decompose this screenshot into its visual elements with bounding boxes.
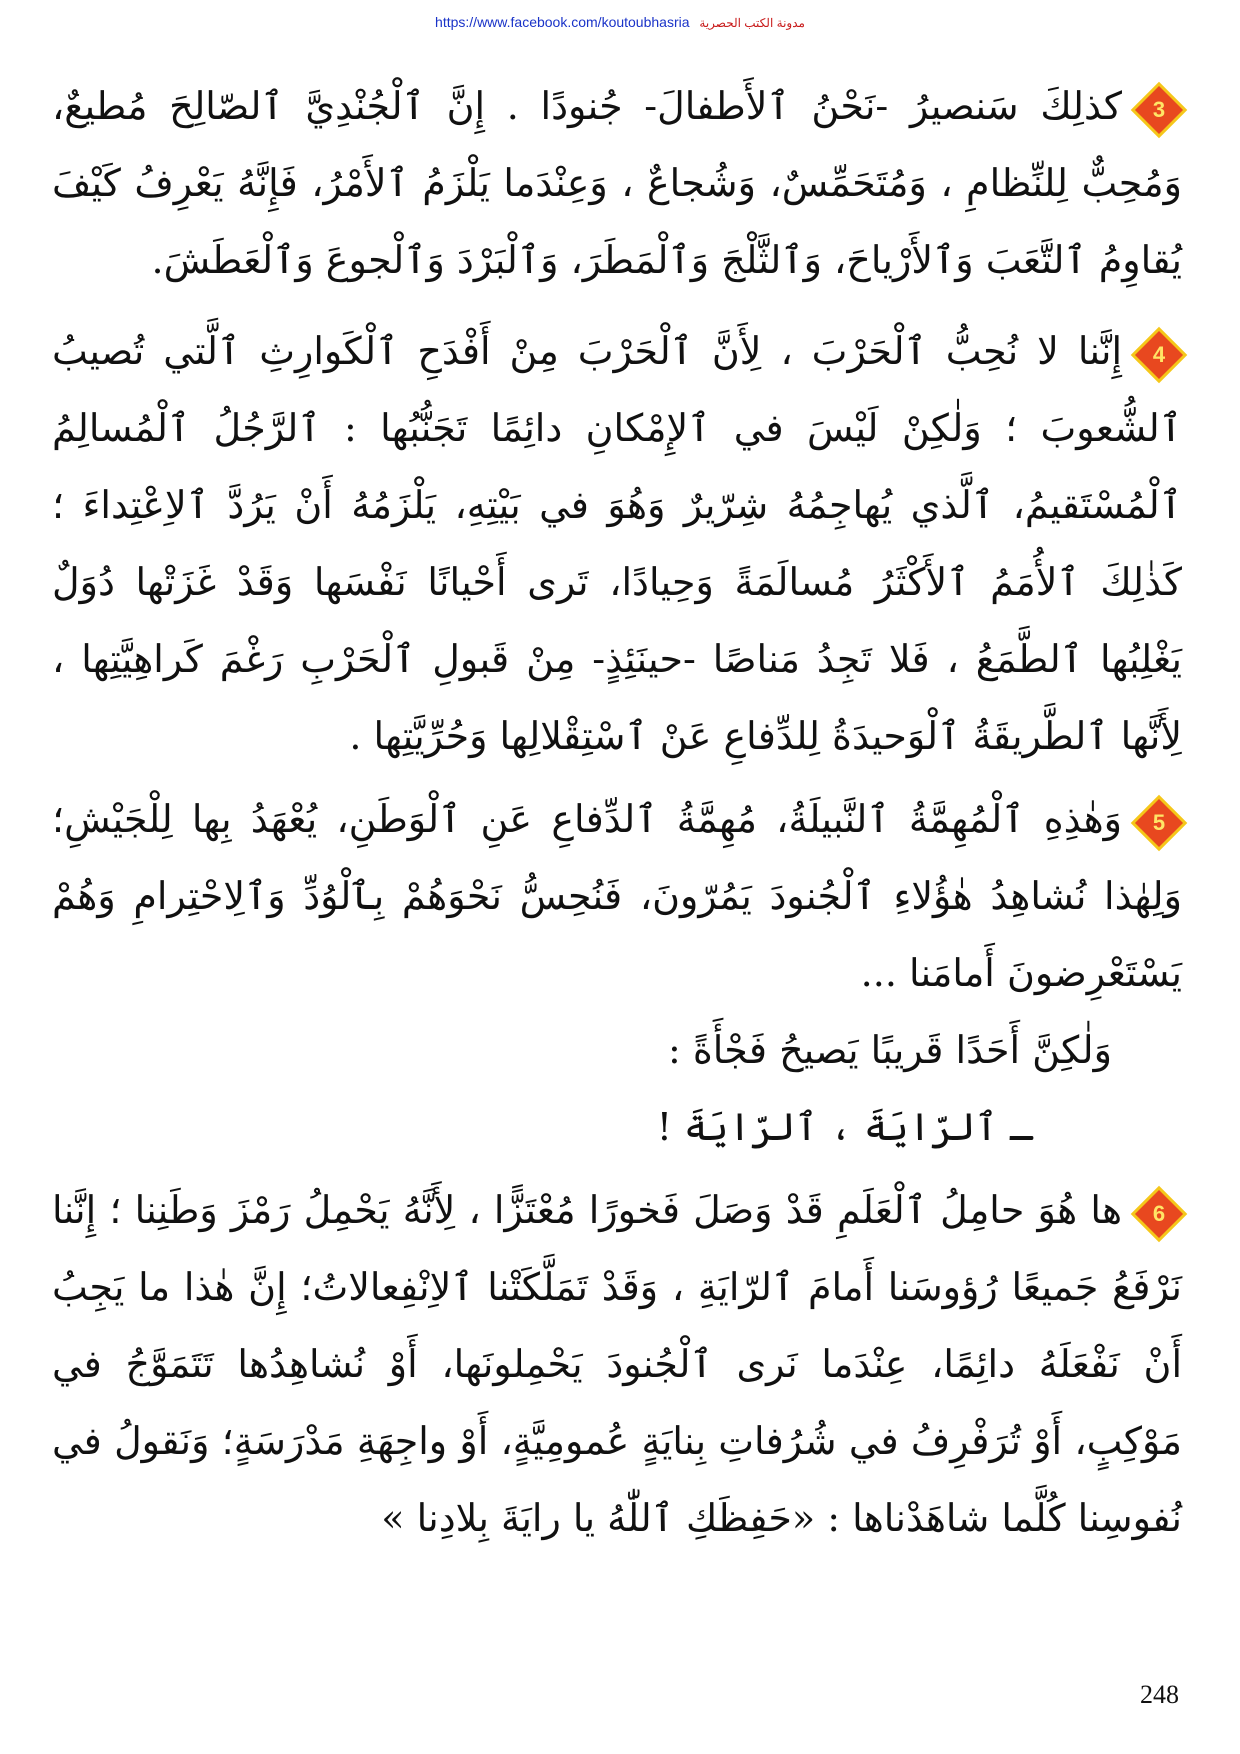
paragraph-4 bbox=[52, 313, 1182, 775]
paragraph-number: 3 bbox=[1152, 97, 1166, 122]
paragraph-6 bbox=[52, 1172, 1182, 1557]
paragraph-number: 6 bbox=[1152, 1201, 1166, 1226]
paragraph-number-badge bbox=[1136, 800, 1182, 846]
dialogue-line: وَلٰكِنَّ أَحَدًا قَريبًا يَصيحُ فَجْأَةً : bbox=[667, 1028, 1112, 1072]
paragraph-number-badge bbox=[1136, 332, 1182, 378]
paragraph-text: إِنَّنا لا نُحِبُّ ٱلْحَرْبَ ، لِأَنَّ ٱلْحَرْبَ مِنْ أَفْدَحِ ٱلْكَوارِثِ ٱلَّتي تُصيبُ ٱلشُّعوبَ ؛ وَلٰكِنْ لَيْسَ في ٱلإِمْكانِ دائِمًا تَجَنُّبُها : ٱلرَّجُلُ ٱلْمُسالِمُ ٱلْمُسْتَقيمُ، ٱلَّذي يُهاجِمُهُ شِرّيرٌ وَهُوَ في بَيْتِهِ، يَلْزَمُهُ أَنْ يَرُدَّ ٱلاِعْتِداءَ ؛ كَذٰلِكَ ٱلأُمَمُ ٱلأَكْثَرُ مُسالَمَةً وَحِيادًا، تَرى أَحْيانًا نَفْسَها وَقَدْ غَزَتْها دُوَلٌ يَغْلِبُها ٱلطَّمَعُ ، فَلا تَجِدُ مَناصًا -حينَئِذٍ- مِنْ قَبولِ ٱلْحَرْبِ رَغْمَ كَراهِيَّتِها ، لِأَنَّها ٱلطَّريقَةُ ٱلْوَحيدَةُ لِلدِّفاعِ عَنْ ٱسْتِقْلالِها وَحُرِّيَّتِها . bbox=[52, 329, 1182, 758]
paragraph-5 bbox=[52, 781, 1182, 1012]
header-blog-name: مدونة الكتب الحصرية bbox=[699, 16, 805, 30]
paragraph-number: 5 bbox=[1152, 810, 1166, 835]
page-header bbox=[0, 14, 1240, 30]
page-content bbox=[52, 68, 1182, 1557]
page-number: 248 bbox=[1140, 1680, 1179, 1709]
paragraph-3 bbox=[52, 68, 1182, 299]
paragraph-text: كذلِكَ سَنصيرُ -نَحْنُ ٱلأَطفالَ- جُنودًا . إِنَّ ٱلْجُنْدِيَّ ٱلصّالِحَ مُطيعٌ، وَمُحِبٌّ لِلنِّظامِ ، وَمُتَحَمِّسٌ، وَشُجاعٌ ، وَعِنْدَما يَلْزَمُ ٱلأَمْرُ، فَإِنَّهُ يَعْرِفُ كَيْفَ يُقاوِمُ ٱلتَّعَبَ وَٱلأَرْياحَ، وَٱلثَّلْجَ وَٱلْمَطَرَ، وَٱلْبَرْدَ وَٱلْجوعَ وَٱلْعَطَشَ. bbox=[52, 84, 1182, 282]
paragraph-number: 4 bbox=[1152, 342, 1166, 367]
paragraph-text: ها هُوَ حامِلُ ٱلْعَلَمِ قَدْ وَصَلَ فَخورًا مُعْتَزًّا ، لِأَنَّهُ يَحْمِلُ رَمْزَ وَطَنِنا ؛ إِنَّنا نَرْفَعُ جَميعًا رُؤوسَنا أَمامَ ٱلرّايَةِ ، وَقَدْ تَمَلَّكَتْنا ٱلاِنْفِعالاتُ؛ إِنَّ هٰذا ما يَجِبُ أَنْ نَفْعَلَهُ دائِمًا، عِنْدَما نَرى ٱلْجُنودَ يَحْمِلونَها، أَوْ نُشاهِدُها تَتَمَوَّجُ في مَوْكِبٍ، أَوْ تُرَفْرِفُ في شُرُفاتِ بِنايَةٍ عُمومِيَّةٍ، أَوْ واجِهَةِ مَدْرَسَةٍ؛ وَنَقولُ في نُفوسِنا كُلَّما شاهَدْناها : «حَفِظَكِ ٱللّٰهُ يا رايَةَ بِلادِنا » bbox=[52, 1188, 1182, 1540]
paragraph-number-badge bbox=[1136, 87, 1182, 133]
paragraph-text: وَهٰذِهِ ٱلْمُهِمَّةُ ٱلنَّبيلَةُ، مُهِمَّةُ ٱلدِّفاعِ عَنِ ٱلْوَطَنِ، يُعْهَدُ بِها لِلْجَيْشِ؛ وَلِهٰذا نُشاهِدُ هٰؤُلاءِ ٱلْجُنودَ يَمُرّونَ، فَنُحِسُّ نَحْوَهُمْ بِٱلْوُدِّ وَٱلِاحْتِرامِ وَهُمْ يَسْتَعْرِضونَ أَمامَنا ... bbox=[52, 797, 1182, 995]
dialogue-exclamation: ـ ٱلرّايَةَ ، ٱلرّايَةَ ! bbox=[656, 1105, 1032, 1149]
header-url[interactable]: https://www.facebook.com/koutoubhasria bbox=[435, 14, 690, 30]
paragraph-number-badge bbox=[1136, 1191, 1182, 1237]
